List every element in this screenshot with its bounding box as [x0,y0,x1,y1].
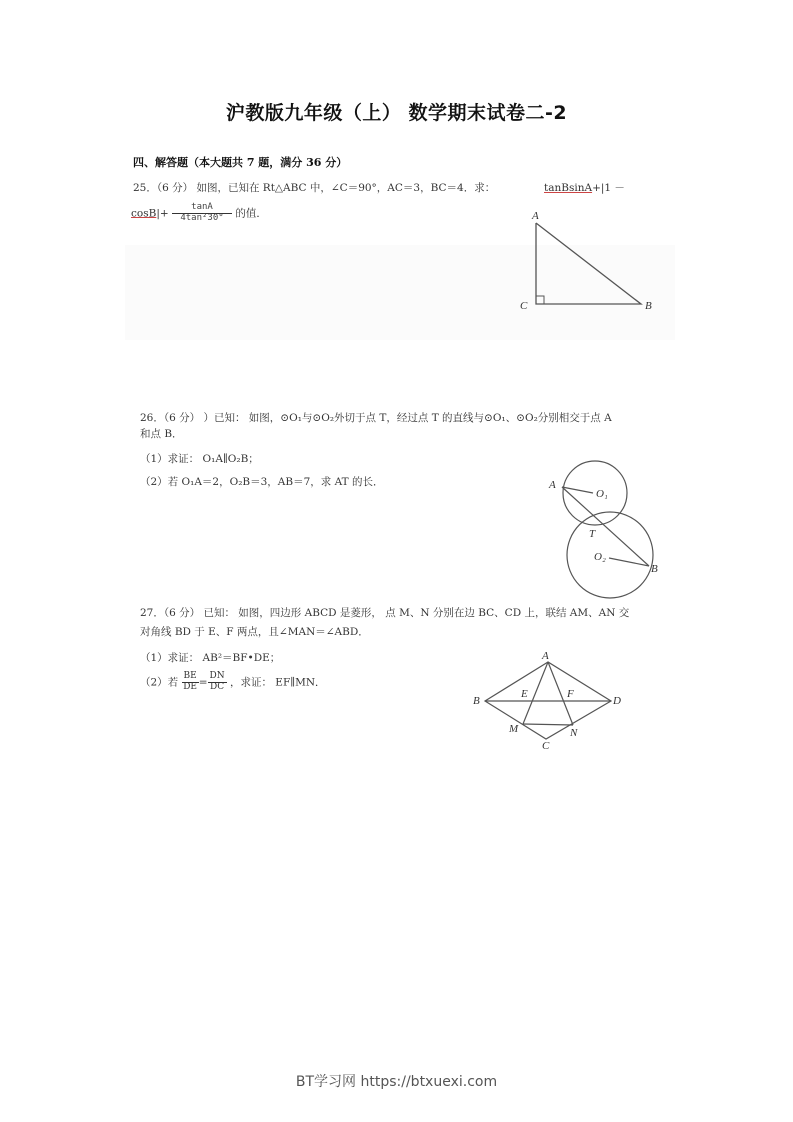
label-m: M [509,723,519,735]
label-b: B [645,300,652,312]
circle-o2 [567,512,653,598]
q25-right-triangle-figure [510,205,670,315]
q25-line2 [131,203,267,224]
q26-tangent-circles-figure [535,455,670,600]
label-b: B [651,563,658,575]
section-heading: 四、解答题（本大题共 7 题，满分 36 分） [133,156,348,169]
label-b: B [473,695,480,707]
q27-fraction-be-de [182,672,199,693]
q27-part2-suffix: ，求证： EF∥MN． [229,676,326,689]
circle-o1 [563,461,627,525]
page-title: 沪教版九年级（上） 数学期末试卷二-2 [225,102,568,124]
q25-frac-num: tanA [172,203,232,214]
q25-expr [544,180,625,195]
label-o1: O₁ [596,488,608,500]
q27-rhombus-figure [465,645,635,755]
q25-fraction [172,203,232,224]
frac-den: DE [183,681,198,692]
q26-part1: （1）求证： O₁A∥O₂B； [140,453,259,465]
q25-line1: 25．（6 分） 如图，已知在 Rt△ABC 中，∠C＝90°，AC＝3，BC＝4．求： [133,182,496,194]
frac-num: DN [209,671,225,681]
q25-plus: |+ [156,207,169,220]
segment-o2b [609,558,649,566]
footer-watermark: BT学习网 https://btxuexi.com [295,1074,498,1090]
label-e: E [521,688,528,700]
frac-num: BE [183,671,197,681]
q25-cosb: cosB [131,207,157,220]
q25-frac-den: 4tan²30° [180,212,224,223]
q26-part2: （2）若 O₁A＝2，O₂B＝3，AB＝7，求 AT 的长． [140,476,384,488]
q27-part2 [140,672,326,693]
q25-suffix: 的值． [235,207,267,220]
label-c: C [542,740,550,752]
q27-part2-prefix: （2）若 [140,676,179,689]
q27-line2: 对角线 BD 于 E、F 两点，且∠MAN＝∠ABD． [140,626,369,638]
q26-line2: 和点 B． [140,428,183,440]
label-f: F [567,688,574,700]
segment-mn [523,724,573,725]
q27-part1: （1）求证： AB²＝BF•DE； [140,652,281,664]
q25-expr-tanbsina: tanBsinA [544,182,593,194]
frac-den: DC [210,681,225,692]
label-o2: O₂ [594,551,606,563]
label-n: N [570,727,578,739]
label-c: C [520,300,528,312]
label-a: A [542,650,549,662]
label-a: A [532,210,539,222]
q27-eq: = [198,676,208,689]
q27-fraction-dn-dc [208,672,227,693]
label-d: D [613,695,621,707]
q26-line1: 26．（6 分） ）已知： 如图，⊙O₁与⊙O₂外切于点 T，经过点 T 的直线与⊙O₁、⊙O₂分别相交于点 A [140,412,612,424]
q25-expr-abs: +|1 － [592,182,625,194]
segment-o1a [562,487,593,493]
q27-line1: 27．（6 分） 已知： 如图，四边形 ABCD 是菱形， 点 M、N 分别在边 BC、CD 上，联结 AM、AN 交 [140,607,630,619]
label-a: A [549,479,556,491]
triangle-abc [536,223,641,304]
right-angle-marker [536,296,544,304]
label-t: T [589,528,596,540]
